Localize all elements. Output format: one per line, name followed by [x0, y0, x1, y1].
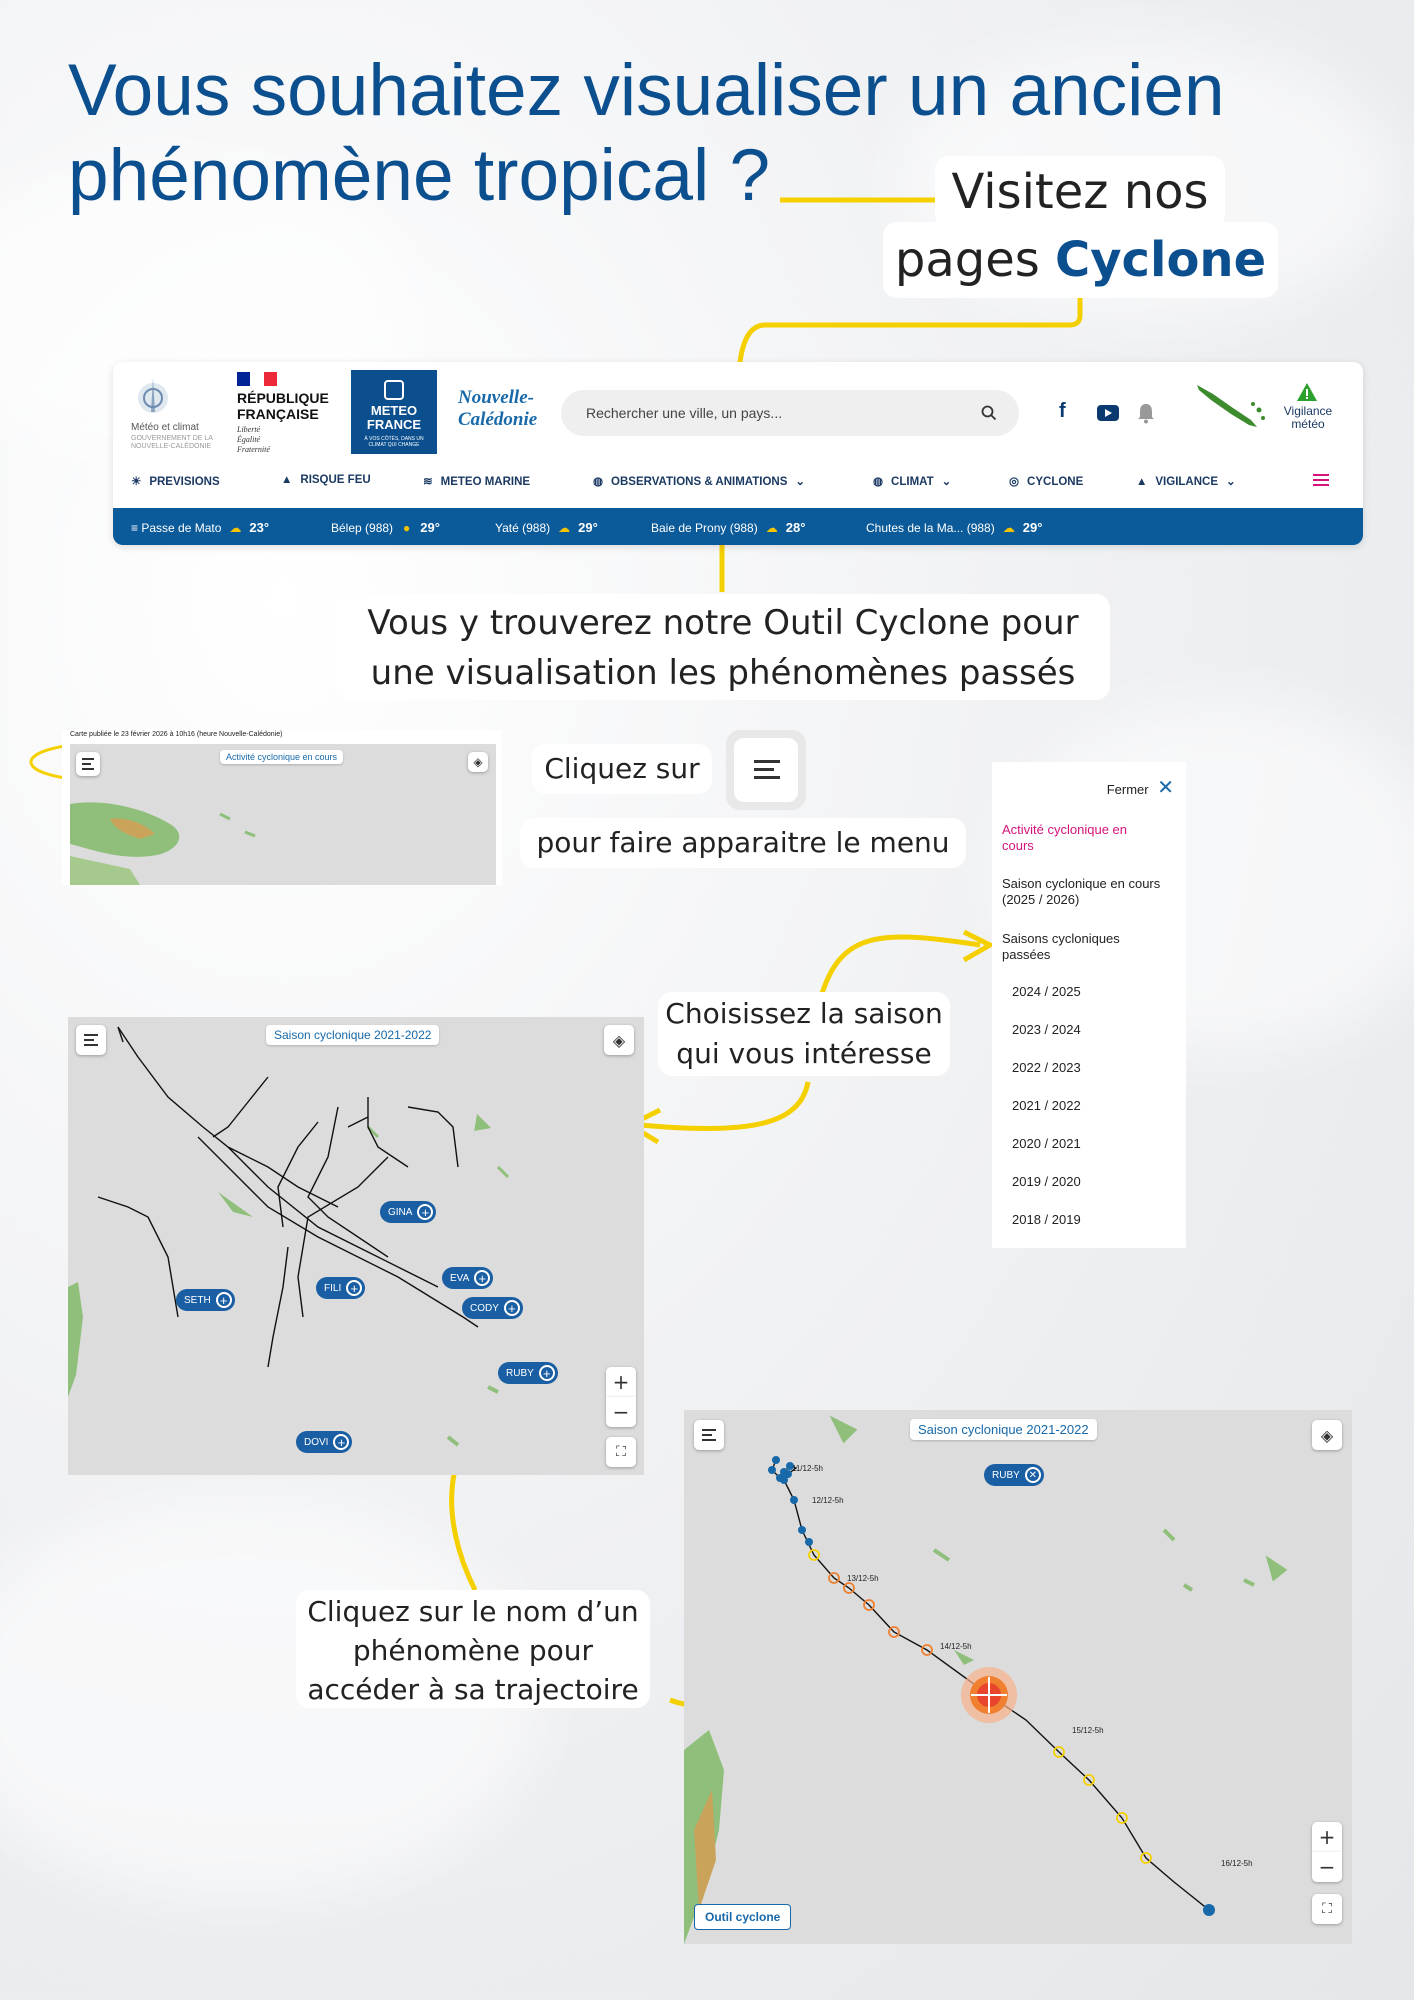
sun-cloud-icon: ☁ — [229, 521, 242, 535]
map-land-icon — [70, 744, 496, 885]
layers-icon: ◈ — [1320, 1425, 1334, 1445]
obs-item-3[interactable] — [651, 520, 805, 535]
chevron-down-icon: ⌄ — [941, 476, 952, 488]
devise-liberte: Liberté — [237, 425, 261, 434]
nav-observations-label: OBSERVATIONS & ANIMATIONS — [611, 476, 788, 488]
search-box[interactable] — [561, 390, 1019, 436]
map-menu-button[interactable] — [76, 1025, 106, 1055]
cyclone-name-gina: GINA — [388, 1206, 413, 1218]
search-input[interactable]: Rechercher une ville, un pays... — [586, 405, 783, 421]
obs-temp-4: 29° — [1022, 520, 1043, 535]
visit-bubble-line2 — [883, 222, 1278, 298]
close-icon: ✕ — [1157, 777, 1174, 799]
globe-icon: ◍ — [873, 476, 884, 488]
plus-icon: + — [504, 1300, 520, 1316]
menu-item-current-season[interactable]: Saison cyclonique en cours (2025 / 2026) — [1002, 876, 1161, 907]
sun-cloud-icon: ☁ — [1002, 521, 1015, 535]
obs-place-3: Baie de Prony (988) — [651, 521, 758, 535]
chevron-down-icon: ⌄ — [1226, 476, 1236, 488]
map-season-label: Saison cyclonique 2021-2022 — [266, 1025, 439, 1045]
meteo-france-line2: FRANCE — [366, 417, 422, 432]
layers-icon: ◈ — [612, 1030, 626, 1050]
vigilance-link[interactable]: Vigilance météo — [1283, 404, 1333, 431]
menu-item-past-seasons[interactable]: Saisons cycloniques passées — [1002, 931, 1120, 962]
close-button[interactable] — [1107, 775, 1174, 800]
meteo-france-tagline: À VOS CÔTÉS, DANS UN CLIMAT QUI CHANGE — [364, 436, 424, 448]
close-label: Fermer — [1106, 782, 1149, 797]
french-flag-icon — [237, 372, 277, 386]
outil-cyclone-bubble: Vous y trouverez notre Outil Cyclone pour une visualisation les phénomènes passés — [336, 594, 1110, 700]
cyclone-icon: ◎ — [1009, 476, 1020, 488]
plus-icon: + — [539, 1365, 555, 1381]
youtube-icon[interactable] — [1097, 405, 1119, 421]
menu-year-6[interactable]: 2018 / 2019 — [1012, 1212, 1081, 1227]
menu-lines-icon — [702, 1426, 716, 1444]
waves-icon: ≋ — [423, 476, 433, 488]
meteo-france-line1: METEO — [370, 403, 418, 418]
obs-item-1[interactable] — [331, 520, 440, 535]
map-season-tracks[interactable] — [68, 1017, 644, 1475]
obs-item-2[interactable] — [495, 520, 598, 535]
obs-item-0[interactable] — [131, 520, 269, 535]
list-icon: ≡ — [131, 521, 142, 535]
map-view-active[interactable] — [70, 744, 496, 885]
menu-year-0[interactable]: 2024 / 2025 — [1012, 984, 1081, 999]
nav-vigilance[interactable] — [1136, 474, 1254, 488]
sun-cloud-icon: ☀ — [131, 476, 142, 488]
visit-line1-text: Visitez nos — [951, 164, 1209, 220]
outil-cyclone-button[interactable]: Outil cyclone — [694, 1904, 791, 1930]
cyclone-name-dovi: DOVI — [304, 1436, 329, 1448]
cyclone-tracks-icon — [68, 1017, 644, 1475]
website-header-screenshot — [113, 362, 1363, 545]
map-season-label: Saison cyclonique 2021-2022 — [910, 1419, 1097, 1440]
cyclone-name-ruby: RUBY — [992, 1469, 1020, 1481]
zoom-out-button[interactable]: − — [606, 1397, 636, 1427]
meteo-climat-logo-text: Météo et climat — [131, 422, 199, 433]
republique-text: RÉPUBLIQUE FRANÇAISE — [237, 390, 329, 422]
gouvernement-text: GOUVERNEMENT DE LA NOUVELLE-CALÉDONIE — [131, 435, 213, 450]
cyclone-name-eva: EVA — [450, 1272, 470, 1284]
obs-temp-3: 28° — [785, 520, 806, 535]
close-icon: ✕ — [1025, 1467, 1041, 1483]
plus-icon: + — [346, 1280, 362, 1296]
devise-text — [237, 425, 270, 455]
globe-icon: ◍ — [593, 476, 604, 488]
nav-climat-label: CLIMAT — [891, 476, 934, 488]
zoom-in-button[interactable]: + — [1312, 1822, 1342, 1852]
plus-icon: + — [417, 1204, 433, 1220]
devise-egalite: Égalité — [237, 435, 261, 444]
nav-previsions-label: PREVISIONS — [149, 476, 220, 488]
fullscreen-button[interactable] — [606, 1437, 636, 1467]
meteo-france-emblem-icon — [384, 380, 404, 400]
fullscreen-icon: ⛶ — [1322, 1901, 1332, 1917]
cyclone-pill-ruby[interactable] — [498, 1362, 558, 1384]
nav-climat[interactable] — [873, 474, 951, 488]
pour-faire-bubble: pour faire apparaitre le menu — [520, 818, 966, 868]
date-label-12-12: 12/12-5h — [812, 1496, 844, 1505]
cyclone-pill-fili[interactable] — [316, 1277, 365, 1299]
new-caledonia-map-icon — [1193, 380, 1271, 435]
cyclone-name-fili: FILI — [324, 1282, 342, 1294]
choisissez-bubble: Choisissez la saison qui vous intéresse — [658, 992, 950, 1076]
nav-previsions[interactable] — [131, 474, 220, 488]
map-ruby-trajectory[interactable] — [684, 1410, 1352, 1944]
obs-place-4: Chutes de la Ma... (988) — [866, 521, 995, 535]
fullscreen-button[interactable] — [1312, 1894, 1342, 1924]
obs-temp-0: 23° — [249, 520, 270, 535]
date-label-16-12: 16/12-5h — [1221, 1859, 1253, 1868]
obs-temp-2: 29° — [578, 520, 598, 535]
layers-button[interactable] — [468, 752, 488, 772]
cyclone-pill-eva[interactable] — [442, 1267, 493, 1289]
cyclone-pill-dovi[interactable] — [296, 1431, 352, 1453]
hamburger-menu-icon[interactable] — [1313, 474, 1329, 486]
nav-cyclone-label: CYCLONE — [1027, 476, 1084, 488]
cyclone-pill-cody[interactable] — [462, 1297, 523, 1319]
map-screenshot-active — [62, 730, 502, 885]
map-active-label: Activité cyclonique en cours — [220, 750, 343, 764]
menu-lines-icon — [82, 755, 94, 773]
cyclone-name-ruby: RUBY — [506, 1367, 534, 1379]
warning-triangle-icon — [1296, 382, 1318, 402]
layers-button[interactable] — [1312, 1420, 1342, 1450]
cliquez-nom-bubble: Cliquez sur le nom d’un phénomène pour accéder à sa trajectoire — [296, 1590, 650, 1708]
meteo-france-logo[interactable] — [351, 370, 437, 454]
menu-lines-icon — [734, 738, 798, 802]
map-menu-button[interactable] — [76, 752, 100, 776]
obs-place-1: Bélep (988) — [331, 521, 394, 535]
visit-line2-plain: pages — [894, 232, 1040, 288]
sun-icon: ● — [403, 521, 411, 535]
layers-icon: ◈ — [473, 755, 483, 769]
menu-year-4[interactable]: 2020 / 2021 — [1012, 1136, 1081, 1151]
nav-meteo-marine-label: METEO MARINE — [440, 476, 531, 488]
cliquez-sur-bubble: Cliquez sur — [532, 744, 712, 794]
sun-rain-icon: ☁ — [558, 521, 571, 535]
cyclone-pill-seth[interactable] — [176, 1289, 235, 1311]
obs-temp-1: 29° — [420, 520, 440, 535]
warning-icon: ▲ — [1136, 476, 1148, 488]
menu-button-sample — [726, 730, 806, 810]
obs-place-2: Yaté (988) — [495, 521, 551, 535]
map-published-date: Carte publiée le 23 février 2026 à 10h16 (heure Nouvelle-Calédonie) — [70, 731, 283, 738]
date-label-13-12: 13/12-5h — [847, 1574, 879, 1583]
sun-rain-icon: ☁ — [765, 521, 778, 535]
menu-item-active[interactable]: Activité cyclonique en cours — [1002, 822, 1128, 853]
menu-lines-icon — [84, 1031, 98, 1049]
cyclone-pill-gina[interactable] — [380, 1201, 436, 1223]
date-label-14-12: 14/12-5h — [940, 1642, 972, 1651]
visit-line2-bold: Cyclone — [1055, 232, 1267, 288]
bell-icon[interactable] — [1136, 402, 1156, 424]
nav-vigilance-label: VIGILANCE — [1155, 476, 1219, 488]
cyclone-pill-ruby-selected[interactable] — [984, 1464, 1044, 1486]
menu-year-1[interactable]: 2023 / 2024 — [1012, 1022, 1081, 1037]
nav-risque-feu[interactable] — [281, 474, 371, 486]
devise-fraternite: Fraternité — [237, 445, 270, 454]
facebook-icon[interactable]: f — [1059, 400, 1066, 422]
search-icon[interactable] — [981, 405, 997, 421]
date-label-15-12: 15/12-5h — [1072, 1726, 1104, 1735]
poster-title: Vous souhaitez visualiser un ancien phénomène tropical ? — [68, 50, 1225, 216]
plus-icon: + — [333, 1434, 349, 1450]
date-label-11-12: 11/12-5h — [792, 1464, 823, 1473]
zoom-out-button[interactable]: − — [1312, 1852, 1342, 1882]
nav-cyclone[interactable] — [1009, 474, 1083, 488]
menu-year-3[interactable]: 2021 / 2022 — [1012, 1098, 1081, 1113]
fire-icon: ▲ — [281, 474, 293, 486]
zoom-in-button[interactable]: + — [606, 1367, 636, 1397]
cyclone-name-cody: CODY — [470, 1302, 499, 1314]
menu-year-2[interactable]: 2022 / 2023 — [1012, 1060, 1081, 1075]
side-menu-panel — [992, 762, 1186, 1248]
plus-icon: + — [474, 1270, 490, 1286]
nav-observations[interactable] — [593, 474, 805, 488]
obs-place-0: Passe de Mato — [141, 521, 222, 535]
meteo-climat-logo-icon — [131, 372, 175, 416]
plus-icon: + — [216, 1292, 232, 1308]
menu-year-5[interactable]: 2019 / 2020 — [1012, 1174, 1081, 1189]
nav-risque-feu-label: RISQUE FEU — [300, 474, 371, 486]
visit-bubble-line1 — [935, 156, 1225, 228]
obs-item-4[interactable] — [866, 520, 1042, 535]
region-name: Nouvelle-Calédonie — [458, 387, 538, 430]
cyclone-name-seth: SETH — [184, 1294, 211, 1306]
fullscreen-icon: ⛶ — [616, 1444, 626, 1460]
chevron-down-icon: ⌄ — [795, 476, 806, 488]
map-menu-button[interactable] — [694, 1420, 724, 1450]
nav-meteo-marine[interactable] — [423, 474, 530, 488]
layers-button[interactable] — [604, 1025, 634, 1055]
